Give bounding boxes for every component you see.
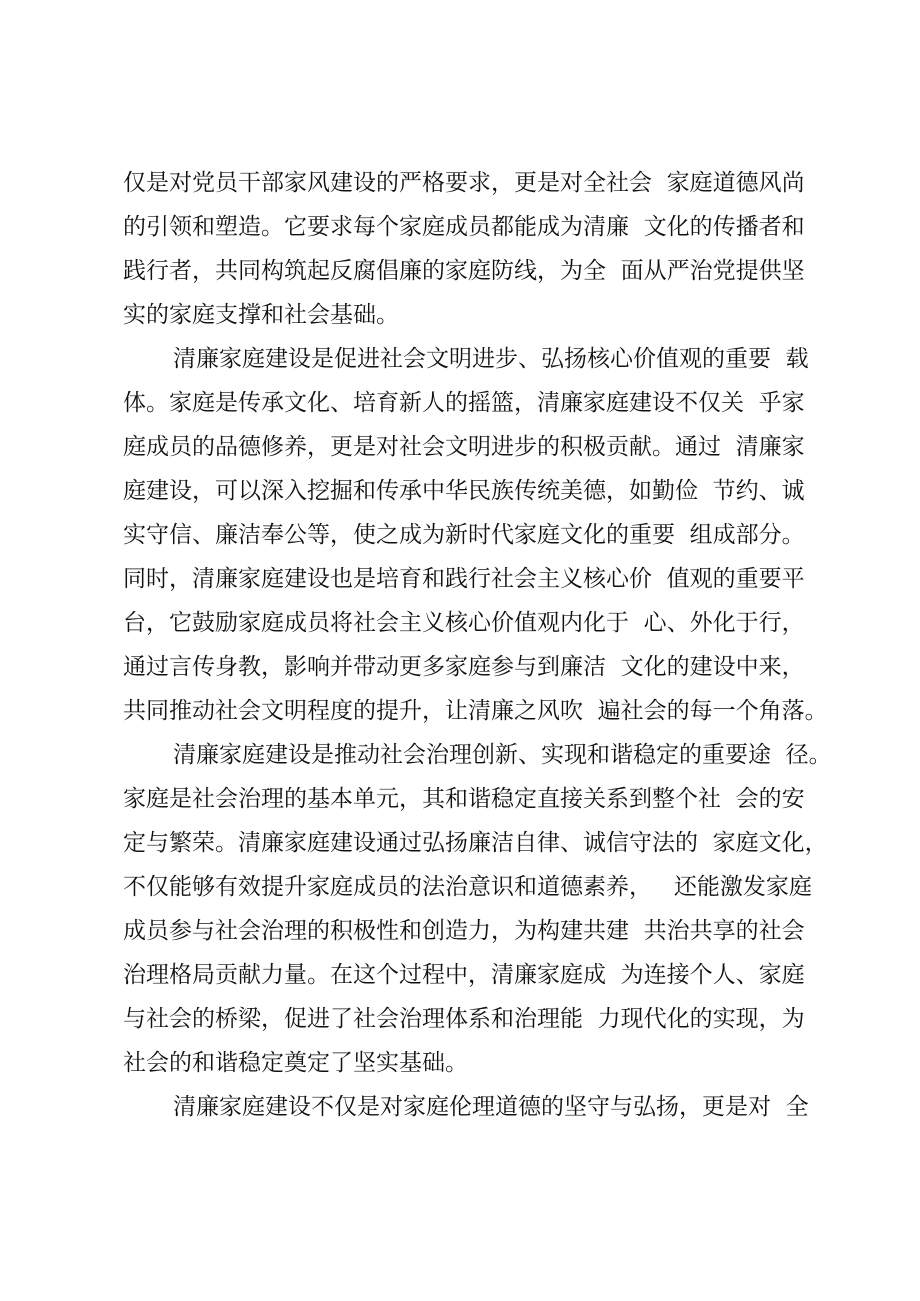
text-line-14: 清廉家庭建设是推动社会治理创新、实现和谐稳定的重要途 径。 — [173, 742, 832, 768]
text-line-11: 台，它鼓励家庭成员将社会主义核心价值观内化于 心、外化于行， — [123, 610, 805, 636]
text-line-5: 清廉家庭建设是促进社会文明进步、弘扬核心价值观的重要 载 — [173, 346, 809, 372]
text-line-4: 实的家庭支撑和社会基础。 — [123, 302, 399, 328]
text-line-8: 庭建设，可以深入挖掘和传承中华民族传统美德，如勤俭 节约、诚 — [123, 478, 805, 504]
text-line-9: 实守信、廉洁奉公等，使之成为新时代家庭文化的重要 组成部分。 — [123, 522, 805, 548]
text-line-3: 践行者，共同构筑起反腐倡廉的家庭防线，为全 面从严治党提供坚 — [123, 258, 805, 284]
text-line-13: 共同推动社会文明程度的提升，让清廉之风吹 遍社会的每一个角落。 — [123, 698, 828, 724]
text-line-18: 成员参与社会治理的积极性和创造力，为构建共建 共治共享的社会 — [123, 918, 805, 944]
text-line-16: 定与繁荣。清廉家庭建设通过弘扬廉洁自律、诚信守法的 家庭文化， — [123, 830, 828, 856]
text-line-7: 庭成员的品德修养，更是对社会文明进步的积极贡献。通过 清廉家 — [123, 434, 805, 460]
text-line-2: 的引领和塑造。它要求每个家庭成员都能成为清廉 文化的传播者和 — [123, 214, 805, 240]
text-line-22: 清廉家庭建设不仅是对家庭伦理道德的坚守与弘扬，更是对 全 — [173, 1094, 809, 1120]
text-line-1: 仅是对党员干部家风建设的严格要求，更是对全社会 家庭道德风尚 — [123, 170, 805, 196]
text-line-17: 不仅能够有效提升家庭成员的法治意识和道德素养， 还能激发家庭 — [123, 874, 812, 900]
text-line-15: 家庭是社会治理的基本单元，其和谐稳定直接关系到整个社 会的安 — [123, 786, 805, 812]
text-line-10: 同时，清廉家庭建设也是培育和践行社会主义核心价 值观的重要平 — [123, 566, 805, 592]
text-line-21: 社会的和谐稳定奠定了坚实基础。 — [123, 1050, 468, 1076]
text-line-19: 治理格局贡献力量。在这个过程中，清廉家庭成 为连接个人、家庭 — [123, 962, 805, 988]
text-line-12: 通过言传身教，影响并带动更多家庭参与到廉洁 文化的建设中来， — [123, 654, 805, 680]
text-line-6: 体。家庭是传承文化、培育新人的摇篮，清廉家庭建设不仅关 乎家 — [123, 390, 805, 416]
text-line-20: 与社会的桥梁，促进了社会治理体系和治理能 力现代化的实现，为 — [123, 1006, 805, 1032]
